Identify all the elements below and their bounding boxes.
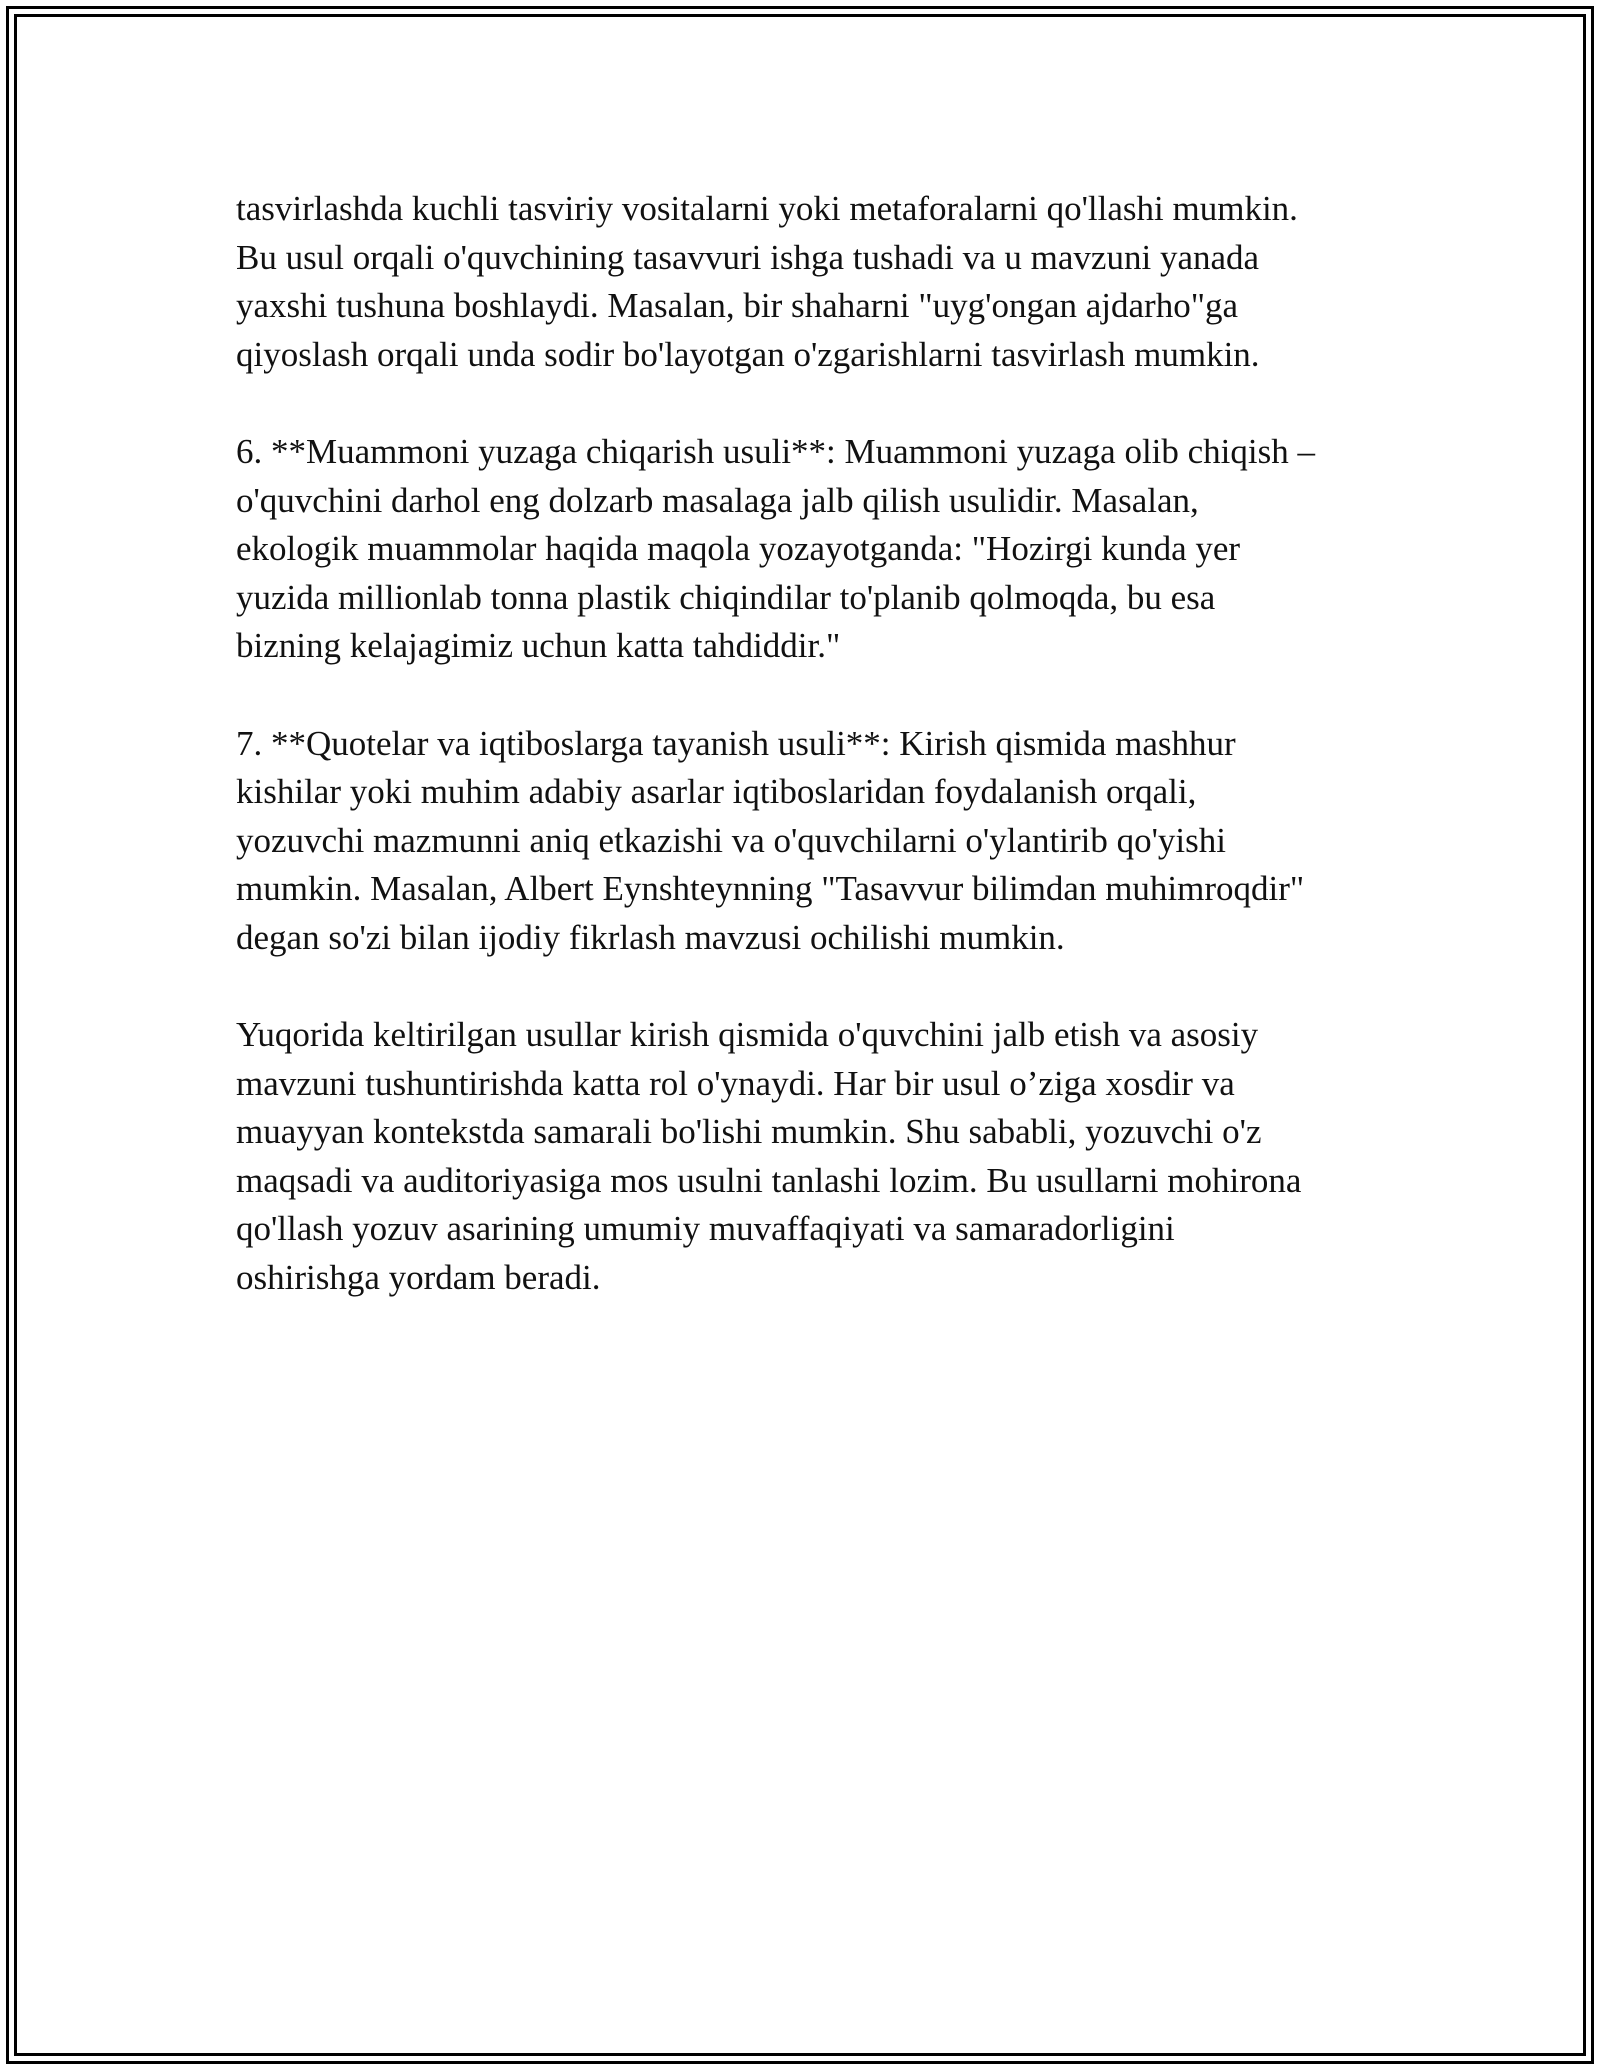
text-line: ekologik muammolar haqida maqola yozayotganda: "Hozirgi kunda yer [236, 529, 1241, 569]
text-line: 6. **Muammoni yuzaga chiqarish usuli**: Muammoni yuzaga olib chiqish – [236, 431, 1316, 471]
text-line: mavzuni tushuntirishda katta rol o'ynaydi. Har bir usul o’ziga xosdir va [236, 1063, 1235, 1103]
text-line: Yuqorida keltirilgan usullar kirish qismida o'quvchini jalb etish va asosiy [236, 1015, 1259, 1055]
text-line: bizning kelajagimiz uchun katta tahdiddir." [236, 626, 841, 666]
text-line: tasvirlashda kuchli tasviriy vositalarni yoki metaforalarni qo'llashi mumkin. [236, 189, 1298, 228]
paragraph-conclusion [236, 1011, 1376, 1303]
text-line: 7. **Quotelar va iqtiboslarga tayanish usuli**: Kirish qismida mashhur [236, 723, 1236, 763]
text-line: qiyoslash orqali unda sodir bo'layotgan o'zgarishlarni tasvirlash mumkin. [236, 334, 1260, 374]
paragraph-metaphor-method [236, 185, 1376, 379]
document-body [236, 185, 1376, 1351]
text-line: degan so'zi bilan ijodiy fikrlash mavzusi ochilishi mumkin. [236, 917, 1065, 957]
text-line: kishilar yoki muhim adabiy asarlar iqtiboslaridan foydalanish orqali, [236, 772, 1197, 812]
text-line: yozuvchi mazmunni aniq etkazishi va o'quvchilarni o'ylantirib qo'yishi [236, 820, 1226, 860]
paragraph-problem-method [236, 428, 1376, 671]
text-line: qo'llash yozuv asarining umumiy muvaffaqiyati va samaradorligini [236, 1209, 1175, 1249]
text-line: maqsadi va auditoriyasiga mos usulni tanlashi lozim. Bu usullarni mohirona [236, 1160, 1302, 1200]
text-line: yaxshi tushuna boshlaydi. Masalan, bir shaharni "uyg'ongan ajdarho"ga [236, 286, 1239, 326]
text-line: oshirishga yordam beradi. [236, 1258, 601, 1298]
text-line: yuzida millionlab tonna plastik chiqindilar to'planib qolmoqda, bu esa [236, 577, 1216, 617]
text-line: mumkin. Masalan, Albert Eynshteynning "Tasavvur bilimdan muhimroqdir" [236, 869, 1305, 909]
text-line: muayyan kontekstda samarali bo'lishi mumkin. Shu sababli, yozuvchi o'z [236, 1112, 1262, 1152]
paragraph-quotes-method [236, 720, 1376, 963]
text-line: o'quvchini darhol eng dolzarb masalaga jalb qilish usulidir. Masalan, [236, 480, 1199, 520]
text-line: Bu usul orqali o'quvchining tasavvuri ishga tushadi va u mavzuni yanada [236, 237, 1260, 277]
